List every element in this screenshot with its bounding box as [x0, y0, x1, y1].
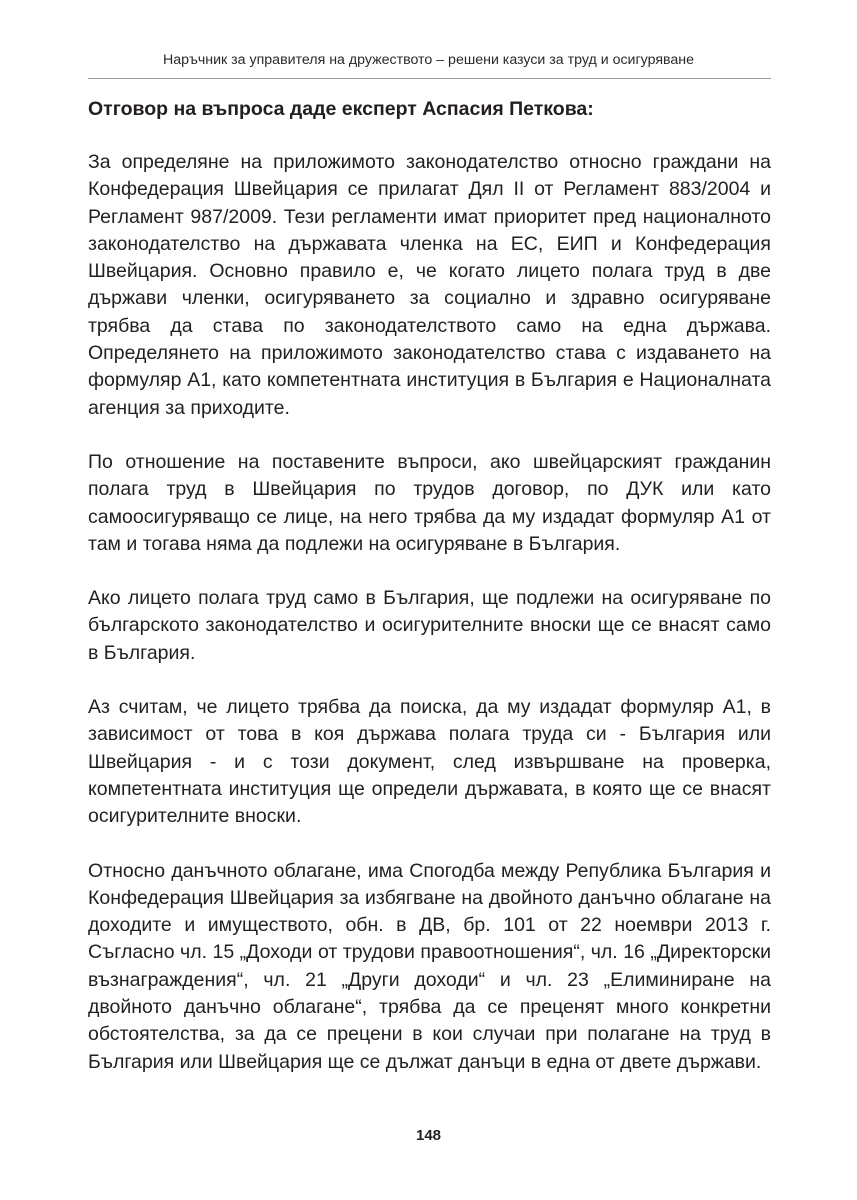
answer-heading: Отговор на въпроса даде експерт Аспасия Петкова: — [88, 98, 594, 120]
paragraph-form-a1: Аз считам, че лицето трябва да поиска, да му издадат формуляр А1, в зависимост от това в коя държава полага труда си - България или Швейцария - и с този документ, след извършване на проверка, компетентната институция ще определи държавата, в която ще се внасят осигурителните вноски. — [88, 696, 771, 828]
header-divider — [88, 78, 771, 79]
paragraph-swiss-employment: По отношение на поставените въпроси, ако швейцарският гражданин полага труд в Швейцария по трудов договор, по ДУК или като самоосигуряващо се лице, на него трябва да му издадат формуляр А1 от там и тогава няма да подлежи на осигуряване в България. — [88, 450, 771, 555]
paragraph-applicable-law: За определяне на приложимото законодателство относно граждани на Конфедерация Швейцария се прилагат Дял II от Регламент 883/2004 и Регламент 987/2009. Тези регламенти имат приоритет пред националното законодателство на държавата членка на ЕС, ЕИП и Конфедерация Швейцария. Основно правило е, че когато лицето полага труд в две държави членки, осигуряването за социално и здравно осигуряване трябва да става по законодателството само на една държава. Определянето на приложимото законодателство става с издаването на формуляр А1, като компетентната институция в България е Националната агенция за приходите. — [88, 151, 771, 419]
paragraph-double-taxation: Относно данъчното облагане, има Спогодба между Република България и Конфедерация Швейцария за избягване на двойното данъчно облагане на доходите и имуществото, обн. в ДВ, бр. 101 от 22 ноември 2013 г. Съгласно чл. 15 „Доходи от трудови правоотношения“, чл. 16 „Директорски възнаграждения“, чл. 21 „Други доходи“ и чл. 23 „Елиминиране на двойното данъчно облагане“, трябва да се преценят много конкретни обстоятелства, за да се прецени в кои случаи при полагане на труд в България или Швейцария ще се дължат данъци в една от двете държави. — [88, 859, 771, 1073]
page-number: 148 — [415, 1127, 442, 1144]
paragraph-bulgaria-only: Ако лицето полага труд само в България, ще подлежи на осигуряване по българското законодателство и осигурителните вноски ще се внасят само в България. — [88, 587, 771, 664]
page-content — [88, 95, 771, 1103]
running-header: Наръчник за управителя на дружеството – решени казуси за труд и осигуряване — [162, 52, 695, 68]
